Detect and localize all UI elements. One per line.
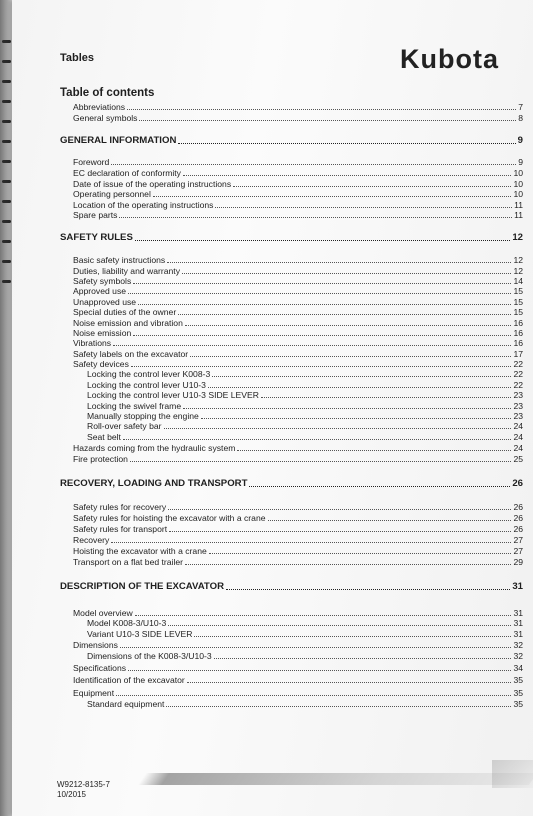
toc-entry-page: 34: [513, 663, 523, 673]
toc-section-heading[interactable]: [12, 133, 533, 146]
toc-entry-page: 31: [512, 581, 523, 592]
toc-entry-page: 27: [513, 546, 523, 556]
binding-ring: [2, 60, 11, 63]
section-header: Tables: [60, 52, 95, 64]
toc-entry-label: Variant U10-3 SIDE LEVER: [87, 629, 193, 639]
dot-leader: [111, 164, 516, 165]
toc-entry-label: Vibrations: [73, 338, 112, 348]
toc-entry-label: Model overview: [73, 608, 133, 618]
toc-entry-page: 12: [512, 232, 523, 243]
toc-entry-page: 9: [517, 135, 523, 146]
toc-entry-page: 15: [513, 307, 523, 317]
toc-entry-label: Unapproved use: [73, 297, 137, 307]
toc-entry[interactable]: [12, 112, 533, 123]
toc-entry-label: Hoisting the excavator with a crane: [73, 546, 207, 556]
toc-entry-label: Locking the swivel frame: [87, 401, 182, 411]
dot-leader: [130, 461, 512, 462]
toc-entry-page: 16: [513, 338, 523, 348]
toc-entry[interactable]: [12, 337, 533, 348]
dot-leader: [183, 175, 511, 176]
footer-decoration: [492, 760, 533, 788]
binding-ring: [2, 240, 11, 243]
kubota-logo: Kubota: [400, 44, 499, 74]
toc-entry[interactable]: [12, 188, 533, 199]
toc-entry-page: 10: [513, 189, 523, 199]
toc-entry-page: 14: [513, 276, 523, 286]
dot-leader: [233, 186, 511, 187]
binding-ring: [2, 200, 11, 203]
dot-leader: [187, 682, 512, 683]
dot-leader: [190, 356, 511, 357]
toc-entry-label: Roll-over safety bar: [87, 421, 162, 431]
toc-entry[interactable]: [12, 389, 533, 400]
dot-leader: [116, 695, 511, 696]
toc-entry[interactable]: [12, 453, 533, 464]
toc-entry-page: 16: [513, 328, 523, 338]
toc-entry[interactable]: [12, 368, 533, 379]
dot-leader: [167, 262, 511, 263]
toc-entry[interactable]: [12, 285, 533, 296]
dot-leader: [178, 143, 515, 144]
toc-entry-page: 23: [513, 411, 523, 421]
toc-section-heading[interactable]: [12, 230, 533, 243]
dot-leader: [120, 647, 512, 648]
toc-entry-label: Noise emission: [73, 328, 132, 338]
toc-entry-label: Fire protection: [73, 454, 128, 464]
toc-entry[interactable]: [12, 650, 533, 661]
toc-entry-label: Equipment: [73, 688, 115, 698]
toc-entry-label: Basic safety instructions: [73, 255, 166, 265]
toc-entry-page: 31: [513, 618, 523, 628]
toc-entry-page: 32: [513, 651, 523, 661]
toc-entry-page: 15: [513, 297, 523, 307]
toc-entry-label: Dimensions: [73, 640, 118, 650]
binding-ring: [2, 140, 11, 143]
dot-leader: [119, 217, 512, 218]
toc-entry-label: Identification of the excavator: [73, 675, 185, 685]
dot-leader: [153, 196, 512, 197]
dot-leader: [138, 304, 511, 305]
toc-entry[interactable]: [12, 534, 533, 545]
dot-leader: [183, 408, 511, 409]
toc-entry-page: 17: [513, 349, 523, 359]
toc-entry-label: Duties, liability and warranty: [73, 266, 180, 276]
toc-entry-page: 9: [518, 157, 523, 167]
dot-leader: [133, 335, 511, 336]
dot-leader: [131, 366, 512, 367]
toc-entry-page: 35: [513, 675, 523, 685]
toc-entry[interactable]: [12, 639, 533, 650]
toc-entry-label: Transport on a flat bed trailer: [73, 557, 184, 567]
binding-ring: [2, 260, 11, 263]
binding-ring: [2, 280, 11, 283]
toc-entry[interactable]: [12, 512, 533, 523]
toc-entry-page: 26: [513, 524, 523, 534]
toc-section-heading[interactable]: [12, 579, 533, 592]
toc-entry-page: 35: [513, 688, 523, 698]
toc-entry-page: 24: [513, 432, 523, 442]
dot-leader: [214, 658, 512, 659]
binding-ring: [2, 80, 11, 83]
toc-entry-label: Safety devices: [73, 359, 129, 369]
toc-entry-label: Approved use: [73, 286, 127, 296]
manual-page: [12, 0, 533, 816]
toc-entry-label: Specifications: [73, 663, 127, 673]
toc-entry-page: 12: [513, 255, 523, 265]
toc-entry-label: Abbreviations: [73, 102, 126, 112]
toc-entry-page: 22: [513, 369, 523, 379]
toc-entry-page: 22: [513, 380, 523, 390]
toc-entry-label: Model K008-3/U10-3: [87, 618, 167, 628]
dot-leader: [135, 615, 512, 616]
dot-leader: [261, 397, 511, 398]
dot-leader: [168, 625, 511, 626]
toc-entry-page: 25: [513, 454, 523, 464]
toc-entry-label: Noise emission and vibration: [73, 318, 183, 328]
toc-entry[interactable]: [12, 698, 533, 709]
toc-entry-label: Safety symbols: [73, 276, 132, 286]
dot-leader: [113, 345, 511, 346]
toc-entry-label: Standard equipment: [87, 699, 165, 709]
toc-section-heading[interactable]: [12, 476, 533, 489]
toc-entry[interactable]: [12, 431, 533, 442]
toc-entry-page: 11: [514, 200, 523, 210]
toc-entry[interactable]: [12, 167, 533, 178]
toc-entry-page: 8: [518, 113, 523, 123]
toc-entry-label: Safety rules for recovery: [73, 502, 167, 512]
toc-entry[interactable]: [12, 545, 533, 556]
toc-entry-label: Date of issue of the operating instructions: [73, 179, 232, 189]
toc-entry-label: Locking the control lever U10-3 SIDE LEVER: [87, 390, 259, 400]
toc-entry[interactable]: [12, 254, 533, 265]
toc-entry[interactable]: [12, 617, 533, 628]
document-date: 10/2015: [57, 790, 86, 799]
toc-entry-label: Foreword: [73, 157, 110, 167]
toc-entry-label: Seat belt: [87, 432, 121, 442]
toc-entry[interactable]: [12, 628, 533, 639]
toc-entry[interactable]: [12, 101, 533, 112]
dot-leader: [166, 706, 511, 707]
dot-leader: [185, 325, 512, 326]
dot-leader: [127, 109, 516, 110]
toc-entry[interactable]: [12, 674, 533, 685]
toc-title: Table of contents: [60, 87, 155, 99]
toc-entry-page: 35: [513, 699, 523, 709]
dot-leader: [128, 293, 511, 294]
binding-ring: [2, 100, 11, 103]
toc-entry-page: 22: [513, 359, 523, 369]
toc-entry-page: 12: [513, 266, 523, 276]
toc-entry[interactable]: [12, 209, 533, 220]
toc-entry-page: 31: [513, 629, 523, 639]
toc-entry-label: Safety rules for hoisting the excavator with a crane: [73, 513, 266, 523]
toc-entry-page: 24: [513, 443, 523, 453]
toc-entry-page: 15: [513, 286, 523, 296]
dot-leader: [168, 509, 511, 510]
toc-entry-page: 11: [514, 210, 523, 220]
binding-ring: [2, 40, 11, 43]
toc-entry-label: General symbols: [73, 113, 138, 123]
footer-decoration: [138, 773, 533, 785]
toc-entry-label: Manually stopping the engine: [87, 411, 199, 421]
toc-entry[interactable]: [12, 556, 533, 567]
toc-entry-label: Spare parts: [73, 210, 118, 220]
toc-entry[interactable]: [12, 306, 533, 317]
dot-leader: [111, 542, 511, 543]
toc-entry-label: GENERAL INFORMATION: [60, 135, 177, 146]
toc-entry-page: 10: [513, 168, 523, 178]
toc-entry-page: 31: [513, 608, 523, 618]
toc-entry[interactable]: [12, 523, 533, 534]
dot-leader: [201, 418, 512, 419]
dot-leader: [164, 428, 512, 429]
dot-leader: [133, 283, 511, 284]
toc-entry-label: Operating personnel: [73, 189, 151, 199]
toc-entry-page: 26: [513, 513, 523, 523]
dot-leader: [128, 670, 511, 671]
toc-entry[interactable]: [12, 687, 533, 698]
toc-entry-page: 23: [513, 401, 523, 411]
document-code: W9212-8135-7: [57, 780, 110, 789]
toc-entry[interactable]: [12, 501, 533, 512]
toc-entry-label: Safety labels on the excavator: [73, 349, 189, 359]
binding-edge: [0, 0, 12, 816]
dot-leader: [237, 450, 511, 451]
dot-leader: [226, 589, 510, 590]
toc-entry-label: SAFETY RULES: [60, 232, 133, 243]
toc-entry-label: Locking the control lever U10-3: [87, 380, 206, 390]
toc-entry-label: RECOVERY, LOADING AND TRANSPORT: [60, 478, 248, 489]
dot-leader: [194, 636, 511, 637]
dot-leader: [178, 314, 511, 315]
toc-entry-page: 23: [513, 390, 523, 400]
dot-leader: [215, 207, 512, 208]
toc-entry-page: 7: [518, 102, 523, 112]
toc-entry-label: Recovery: [73, 535, 110, 545]
toc-entry-label: Dimensions of the K008-3/U10-3: [87, 651, 212, 661]
dot-leader: [185, 564, 511, 565]
toc-entry-label: Location of the operating instructions: [73, 200, 214, 210]
toc-entry-label: DESCRIPTION OF THE EXCAVATOR: [60, 581, 224, 592]
toc-entry-page: 27: [513, 535, 523, 545]
dot-leader: [209, 553, 512, 554]
toc-entry-label: EC declaration of conformity: [73, 168, 181, 178]
dot-leader: [249, 486, 510, 487]
binding-ring: [2, 160, 11, 163]
toc-entry-page: 26: [513, 502, 523, 512]
toc-entry-label: Hazards coming from the hydraulic system: [73, 443, 236, 453]
binding-ring: [2, 120, 11, 123]
toc-entry-page: 10: [513, 179, 523, 189]
dot-leader: [182, 273, 511, 274]
toc-entry-page: 16: [513, 318, 523, 328]
toc-entry-label: Safety rules for transport: [73, 524, 168, 534]
toc-entry-page: 29: [513, 557, 523, 567]
toc-entry-label: Locking the control lever K008-3: [87, 369, 211, 379]
binding-ring: [2, 180, 11, 183]
toc-entry-page: 32: [513, 640, 523, 650]
toc-entry-label: Special duties of the owner: [73, 307, 177, 317]
dot-leader: [212, 376, 511, 377]
dot-leader: [268, 520, 512, 521]
toc-entry[interactable]: [12, 662, 533, 673]
dot-leader: [169, 531, 511, 532]
dot-leader: [123, 439, 512, 440]
binding-ring: [2, 220, 11, 223]
toc-entry-page: 26: [512, 478, 523, 489]
dot-leader: [139, 120, 516, 121]
dot-leader: [135, 240, 510, 241]
toc-entry[interactable]: [12, 442, 533, 453]
toc-entry[interactable]: [12, 156, 533, 167]
dot-leader: [208, 387, 511, 388]
toc-entry-page: 24: [513, 421, 523, 431]
toc-entry[interactable]: [12, 420, 533, 431]
